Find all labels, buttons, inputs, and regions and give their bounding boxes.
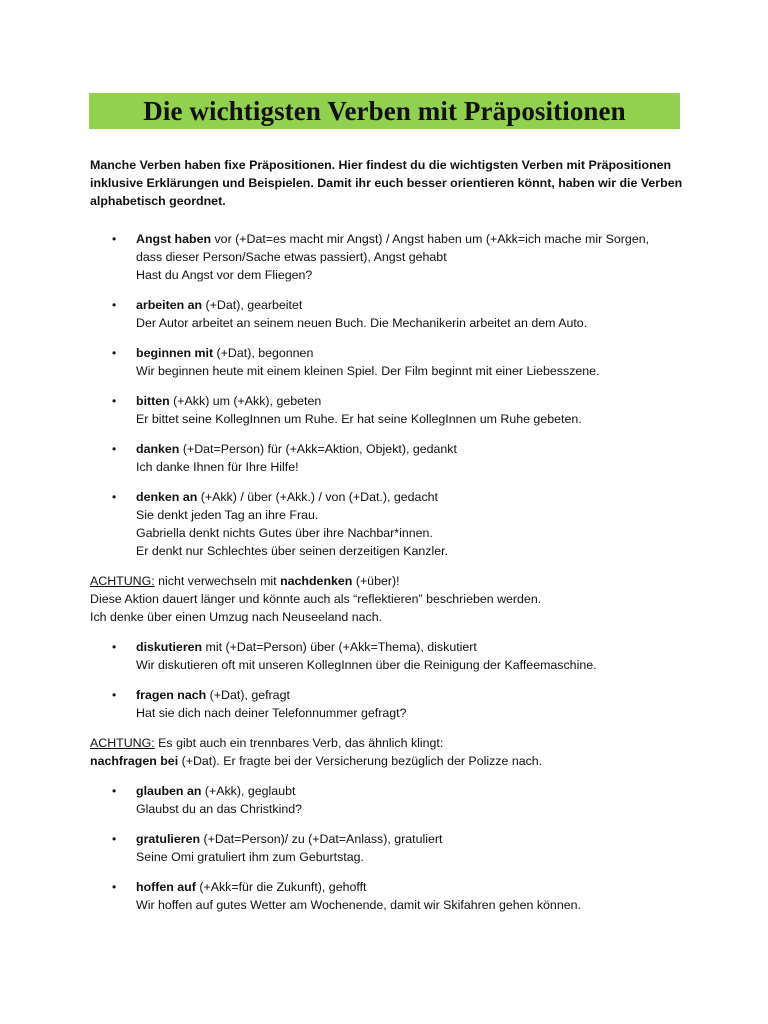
- example-line: Hast du Angst vor dem Fliegen?: [136, 268, 313, 282]
- verb-entry: [90, 344, 690, 380]
- verb-entry: [90, 782, 690, 818]
- verb-grammar: (+Dat), gearbeitet: [202, 298, 303, 312]
- verb-head: bitten: [136, 394, 170, 408]
- bullet-icon: •: [112, 688, 117, 702]
- verb-entry: [90, 686, 690, 722]
- example-line: Ich danke Ihnen für Ihre Hilfe!: [136, 460, 299, 474]
- bullet-icon: •: [112, 394, 117, 408]
- verb-entry: [90, 638, 690, 674]
- example-line: Sie denkt jeden Tag an ihre Frau.: [136, 508, 319, 522]
- intro-line: alphabetisch geordnet.: [90, 194, 226, 208]
- bullet-icon: •: [112, 346, 117, 360]
- example-line: Hat sie dich nach deiner Telefonnummer gefragt?: [136, 706, 407, 720]
- note-line: Ich denke über einen Umzug nach Neuseeland nach.: [90, 610, 383, 624]
- example-line: Der Autor arbeitet an seinem neuen Buch. Die Mechanikerin arbeitet an dem Auto.: [136, 316, 588, 330]
- verb-head: hoffen auf: [136, 880, 196, 894]
- verb-head: gratulieren: [136, 832, 201, 846]
- example-line: Seine Omi gratuliert ihm zum Geburtstag.: [136, 850, 364, 864]
- verb-head: danken: [136, 442, 180, 456]
- note-text: nicht verwechseln mit: [154, 574, 281, 588]
- verb-grammar: (+Dat), gefragt: [206, 688, 290, 702]
- verb-entry: [90, 440, 690, 476]
- verb-head: fragen nach: [136, 688, 207, 702]
- bullet-icon: •: [112, 442, 117, 456]
- document-body: [90, 156, 690, 926]
- bullet-icon: •: [112, 832, 117, 846]
- bullet-icon: •: [112, 640, 117, 654]
- intro-line: Manche Verben haben fixe Präpositionen. Hier findest du die wichtigsten Verben mit Präpositionen: [90, 158, 672, 172]
- verb-entry: [90, 296, 690, 332]
- note-line: Diese Aktion dauert länger und könnte auch als “reflektieren” beschrieben werden.: [90, 592, 542, 606]
- verb-entry: [90, 830, 690, 866]
- title-banner: [89, 93, 680, 129]
- verb-entry: [90, 230, 690, 284]
- bullet-icon: •: [112, 880, 117, 894]
- verb-grammar: (+Akk) um (+Akk), gebeten: [169, 394, 322, 408]
- verb-grammar: (+Akk), geglaubt: [201, 784, 296, 798]
- verb-grammar: (+Dat=Person)/ zu (+Dat=Anlass), gratuliert: [200, 832, 443, 846]
- example-line: Wir beginnen heute mit einem kleinen Spiel. Der Film beginnt mit einer Liebesszene.: [136, 364, 600, 378]
- verb-entry: [90, 488, 690, 560]
- note-verb: nachdenken: [280, 574, 353, 588]
- verb-grammar: (+Akk=für die Zukunft), gehofft: [195, 880, 367, 894]
- achtung-note-1: [90, 572, 690, 626]
- verb-head: diskutieren: [136, 640, 203, 654]
- verb-entry: [90, 392, 690, 428]
- bullet-icon: •: [112, 784, 117, 798]
- verb-grammar: vor (+Dat=es macht mir Angst) / Angst haben um (+Akk=ich mache mir Sorgen,: [211, 232, 650, 246]
- intro-line: inklusive Erklärungen und Beispielen. Damit ihr euch besser orientieren könnt, haben wir die Verben: [90, 176, 683, 190]
- example-line: Glaubst du an das Christkind?: [136, 802, 302, 816]
- verb-list-b: [90, 638, 690, 722]
- verb-grammar: (+Dat=Person) für (+Akk=Aktion, Objekt), gedankt: [179, 442, 457, 456]
- achtung-label: ACHTUNG:: [90, 574, 155, 588]
- verb-list-c: [90, 782, 690, 914]
- bullet-icon: •: [112, 298, 117, 312]
- note-verb: nachfragen bei: [90, 754, 179, 768]
- verb-head: arbeiten an: [136, 298, 203, 312]
- example-line: Er bittet seine KollegInnen um Ruhe. Er hat seine KollegInnen um Ruhe gebeten.: [136, 412, 582, 426]
- note-text: (+Dat). Er fragte bei der Versicherung bezüglich der Polizze nach.: [178, 754, 543, 768]
- achtung-label: ACHTUNG:: [90, 736, 155, 750]
- intro-paragraph: [90, 156, 690, 210]
- verb-head: beginnen mit: [136, 346, 214, 360]
- example-line: Gabriella denkt nichts Gutes über ihre Nachbar*innen.: [136, 526, 433, 540]
- verb-head: denken an: [136, 490, 198, 504]
- bullet-icon: •: [112, 232, 117, 246]
- verb-head: glauben an: [136, 784, 202, 798]
- note-text: (+über)!: [352, 574, 400, 588]
- achtung-note-2: [90, 734, 690, 770]
- bullet-icon: •: [112, 490, 117, 504]
- example-line: dass dieser Person/Sache etwas passiert), Angst gehabt: [136, 250, 447, 264]
- page-title: Die wichtigsten Verben mit Präpositionen: [143, 95, 626, 126]
- verb-entry: [90, 878, 690, 914]
- verb-list-a: [90, 230, 690, 560]
- verb-grammar: (+Akk) / über (+Akk.) / von (+Dat.), gedacht: [197, 490, 438, 504]
- verb-grammar: (+Dat), begonnen: [213, 346, 314, 360]
- example-line: Wir hoffen auf gutes Wetter am Wochenende, damit wir Skifahren gehen können.: [136, 898, 581, 912]
- verb-head: Angst haben: [136, 232, 212, 246]
- verb-grammar: mit (+Dat=Person) über (+Akk=Thema), diskutiert: [202, 640, 477, 654]
- example-line: Wir diskutieren oft mit unseren KollegInnen über die Reinigung der Kaffeemaschine.: [136, 658, 597, 672]
- note-text: Es gibt auch ein trennbares Verb, das ähnlich klingt:: [154, 736, 444, 750]
- example-line: Er denkt nur Schlechtes über seinen derzeitigen Kanzler.: [136, 544, 449, 558]
